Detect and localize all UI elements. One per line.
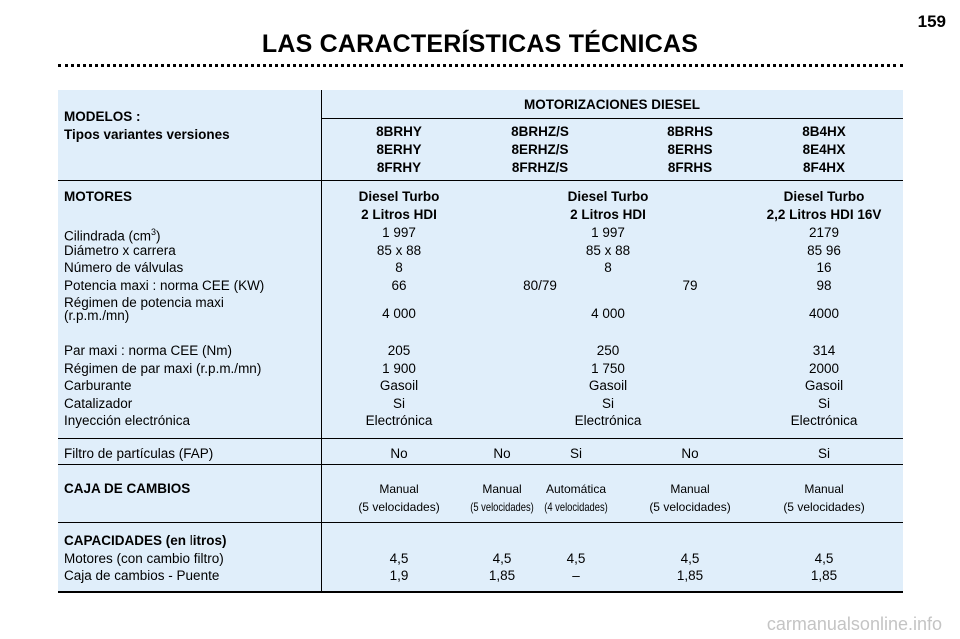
regimen-potencia-value: 4 000 <box>591 306 625 321</box>
motorizations-label: MOTORIZACIONES DIESEL <box>523 97 701 112</box>
caja-type: Manual <box>804 482 844 496</box>
potencia-label: Potencia maxi : norma CEE (KW) <box>64 278 265 293</box>
valvulas-value: 8 <box>395 260 403 275</box>
caja-speeds: (5 velocidades) <box>649 500 731 514</box>
capacidad-caja-label: Caja de cambios - Puente <box>64 568 220 583</box>
section-divider <box>58 464 903 465</box>
capacidades-label: CAPACIDADES (en litros) <box>64 533 227 548</box>
header-divider <box>321 118 903 119</box>
caja-type: Automática <box>545 482 607 496</box>
model-code: 8BRHZ/S <box>511 124 569 139</box>
fap-value: No <box>681 446 699 461</box>
carburante-value: Gasoil <box>379 378 419 393</box>
fap-value: Si <box>569 446 583 461</box>
motor-type: Diesel Turbo <box>358 189 440 204</box>
motor-type: 2 Litros HDI <box>570 207 646 222</box>
model-code: 8FRHY <box>376 160 422 175</box>
watermark: carmanualsonline.info <box>766 614 942 634</box>
model-code: 8BRHY <box>376 124 422 139</box>
cilindrada-value: 1 997 <box>382 225 416 240</box>
capacidad-caja-value: 1,85 <box>676 568 704 583</box>
specifications-table <box>58 90 903 593</box>
fap-value: Si <box>817 446 831 461</box>
fap-label: Filtro de partículas (FAP) <box>64 446 214 461</box>
regimen-potencia-unit: (r.p.m./mn) <box>64 308 130 323</box>
catalizador-value: Si <box>392 396 406 411</box>
dotted-divider <box>58 64 903 67</box>
valvulas-value: 16 <box>816 260 832 275</box>
cilindrada-label: Cilindrada $(cm^3)$ <box>64 227 161 244</box>
catalizador-value: Si <box>817 396 831 411</box>
par-value: 250 <box>596 343 620 358</box>
page-number: 159 <box>917 12 946 31</box>
caja-label: CAJA DE CAMBIOS <box>64 481 191 496</box>
valvulas-label: Número de válvulas <box>64 260 184 275</box>
model-code: 8E4HX <box>802 142 846 157</box>
diametro-label: Diámetro x carrera <box>64 243 176 258</box>
catalizador-label: Catalizador <box>64 396 133 411</box>
catalizador-value: Si <box>601 396 615 411</box>
section-divider <box>58 522 903 523</box>
capacidad-caja-value: 1,9 <box>389 568 409 583</box>
cilindrada-value: 2179 <box>808 225 840 240</box>
caja-speeds: (5 velocidades) <box>470 500 534 514</box>
regimen-par-value: 1 900 <box>382 361 416 376</box>
diametro-value: 85 x 88 <box>585 243 631 258</box>
models-label: MODELOS : <box>64 109 141 124</box>
diametro-value: 85 96 <box>807 243 841 258</box>
motor-type: Diesel Turbo <box>567 189 649 204</box>
fap-value: No <box>493 446 511 461</box>
motor-type: Diesel Turbo <box>783 189 865 204</box>
regimen-par-label: Régimen de par maxi (r.p.m./mn) <box>64 361 262 376</box>
motor-type: 2,2 Litros HDI 16V <box>766 207 882 222</box>
inyeccion-value: Electrónica <box>790 413 858 428</box>
section-divider <box>58 180 903 181</box>
model-code: 8ERHZ/S <box>511 142 569 157</box>
valvulas-value: 8 <box>604 260 612 275</box>
model-code: 8ERHS <box>667 142 713 157</box>
potencia-value: 80/79 <box>523 278 557 293</box>
column-divider <box>321 90 322 591</box>
caja-speeds: (5 velocidades) <box>358 500 440 514</box>
model-code: 8F4HX <box>802 160 846 175</box>
model-code: 8ERHY <box>376 142 422 157</box>
capacidad-caja-value: 1,85 <box>810 568 838 583</box>
regimen-par-value: 1 750 <box>591 361 625 376</box>
model-code: 8B4HX <box>802 124 846 139</box>
carburante-value: Gasoil <box>588 378 628 393</box>
capacidad-caja-value: – <box>572 568 580 583</box>
capacidad-motores-value: 4,5 <box>389 551 409 566</box>
par-label: Par maxi : norma CEE (Nm) <box>64 343 233 358</box>
model-code: 8BRHS <box>667 124 713 139</box>
carburante-value: Gasoil <box>804 378 844 393</box>
variants-label: Tipos variantes versiones <box>64 127 230 142</box>
capacidad-motores-value: 4,5 <box>492 551 512 566</box>
model-code: 8FRHS <box>667 160 713 175</box>
diametro-value: 85 x 88 <box>376 243 422 258</box>
fap-value: No <box>390 446 408 461</box>
regimen-par-value: 2000 <box>808 361 840 376</box>
inyeccion-value: Electrónica <box>574 413 642 428</box>
par-value: 205 <box>387 343 411 358</box>
capacidad-motores-label: Motores (con cambio filtro) <box>64 551 224 566</box>
inyeccion-value: Electrónica <box>365 413 433 428</box>
motor-type: 2 Litros HDI <box>361 207 437 222</box>
caja-type: Manual <box>670 482 710 496</box>
caja-speeds: (5 velocidades) <box>783 500 865 514</box>
caja-type: Manual <box>379 482 419 496</box>
section-divider <box>58 438 903 439</box>
regimen-potencia-value: 4000 <box>808 306 840 321</box>
cilindrada-value: 1 997 <box>591 225 625 240</box>
model-code: 8FRHZ/S <box>511 160 569 175</box>
par-value: 314 <box>812 343 836 358</box>
motores-label: MOTORES <box>64 189 133 204</box>
carburante-label: Carburante <box>64 378 132 393</box>
capacidad-caja-value: 1,85 <box>488 568 516 583</box>
caja-speeds: (4 velocidades) <box>544 500 608 514</box>
capacidad-motores-value: 4,5 <box>814 551 834 566</box>
page-title: LAS CARACTERÍSTICAS TÉCNICAS <box>261 30 699 58</box>
regimen-potencia-label: Régimen de potencia maxi <box>64 295 224 310</box>
potencia-value: 66 <box>391 278 407 293</box>
capacidad-motores-value: 4,5 <box>566 551 586 566</box>
inyeccion-label: Inyección electrónica <box>64 413 191 428</box>
regimen-potencia-value: 4 000 <box>382 306 416 321</box>
potencia-value: 98 <box>816 278 832 293</box>
caja-type: Manual <box>482 482 522 496</box>
capacidad-motores-value: 4,5 <box>680 551 700 566</box>
potencia-value: 79 <box>682 278 698 293</box>
